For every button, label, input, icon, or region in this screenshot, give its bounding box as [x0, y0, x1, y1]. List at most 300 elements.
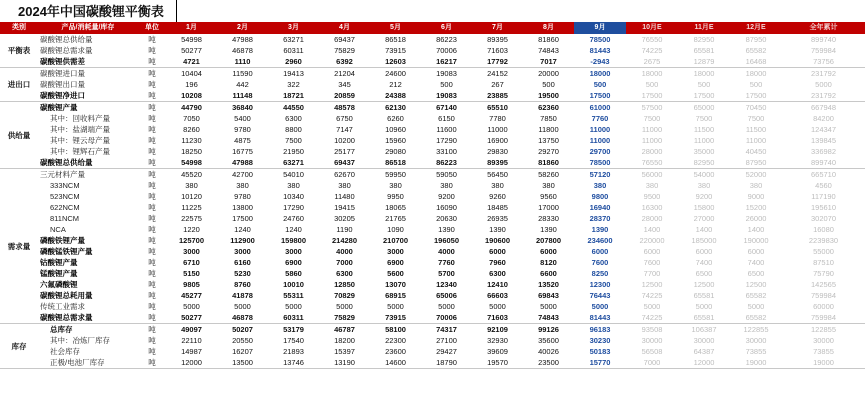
row-unit: 吨: [148, 103, 156, 112]
value-cell: 9000: [747, 192, 765, 201]
value-cell: 11000: [589, 136, 611, 145]
value-cell: 10010: [283, 280, 304, 289]
value-cell: 12500: [745, 280, 767, 289]
value-cell: 11230: [181, 136, 202, 145]
value-cell: 82950: [693, 35, 715, 44]
value-cell: 86223: [436, 35, 457, 44]
value-cell: 12000: [166, 357, 217, 369]
value-cell: 11480: [334, 192, 355, 201]
value-cell: 17500: [678, 90, 730, 102]
value-cell: 57120: [589, 170, 611, 179]
value-cell: 14987: [181, 347, 202, 356]
value-cell: 122855: [743, 325, 769, 334]
value-cell: 1190: [336, 225, 353, 234]
value-cell: 81443: [574, 312, 626, 324]
value-cell: 16900: [487, 136, 508, 145]
value-cell: 19000: [782, 357, 865, 369]
value-cell: 11225: [181, 203, 202, 212]
value-cell: 87510: [813, 258, 834, 267]
row-label: 523NCM: [50, 192, 80, 201]
column-header: 4月: [319, 22, 370, 34]
value-cell: 380: [236, 181, 249, 190]
value-cell: 20630: [436, 214, 457, 223]
value-cell: 26935: [487, 214, 508, 223]
value-cell: 13746: [268, 357, 319, 369]
value-cell: 214280: [331, 236, 358, 245]
value-cell: 5700: [438, 269, 455, 278]
value-cell: 302070: [810, 214, 837, 223]
row-label: 碳酸锂总需求量: [40, 46, 93, 55]
column-header: 全年累计: [782, 22, 865, 34]
value-cell: 142565: [810, 280, 837, 289]
table-row: [0, 68, 865, 80]
value-cell: 27100: [436, 336, 457, 345]
value-cell: 17792: [472, 56, 523, 68]
value-cell: 93508: [641, 325, 663, 334]
value-cell: 19570: [472, 357, 523, 369]
value-cell: 5860: [285, 269, 302, 278]
value-cell: 30230: [589, 336, 611, 345]
value-cell: 17000: [538, 203, 559, 212]
value-cell: 380: [697, 181, 711, 190]
value-cell: 65581: [693, 291, 715, 300]
value-cell: 65000: [693, 103, 715, 112]
value-cell: 7050: [183, 114, 200, 123]
value-cell: 63271: [283, 35, 304, 44]
value-cell: 9950: [387, 192, 404, 201]
value-cell: 11500: [693, 125, 715, 134]
value-cell: 73915: [385, 46, 406, 55]
value-cell: 71603: [487, 46, 508, 55]
row-unit: 吨: [148, 214, 156, 223]
value-cell: 1400: [643, 225, 661, 234]
value-cell: -2943: [574, 56, 626, 68]
value-cell: 33100: [436, 147, 457, 156]
row-unit: 吨: [148, 269, 156, 278]
value-cell: 5000: [540, 302, 557, 311]
value-cell: 54010: [283, 170, 304, 179]
value-cell: 54998: [166, 157, 217, 169]
row-label: 811NCM: [50, 214, 80, 223]
value-cell: 10120: [181, 192, 202, 201]
value-cell: 28330: [538, 214, 559, 223]
table-row: [0, 268, 865, 279]
value-cell: 13070: [385, 280, 406, 289]
title-divider: [176, 0, 177, 22]
value-cell: 112900: [230, 236, 255, 245]
value-cell: 71603: [472, 312, 523, 324]
table-row: [0, 169, 865, 181]
value-cell: 23500: [523, 357, 574, 369]
value-cell: 21765: [385, 214, 406, 223]
value-cell: 759984: [782, 312, 865, 324]
row-unit: 吨: [148, 236, 156, 245]
value-cell: 5000: [643, 302, 661, 311]
value-cell: 49097: [181, 325, 202, 334]
column-header: 1月: [166, 22, 217, 34]
row-label: 碳酸锂供需差: [38, 56, 138, 68]
row-unit: 吨: [148, 203, 156, 212]
value-cell: 65510: [487, 103, 508, 112]
value-cell: 52000: [745, 170, 767, 179]
value-cell: 6600: [540, 269, 557, 278]
value-cell: 267: [491, 80, 504, 89]
value-cell: 39609: [487, 347, 508, 356]
value-cell: 6000: [695, 247, 713, 256]
value-cell: 54000: [693, 170, 715, 179]
value-cell: 7147: [336, 125, 353, 134]
value-cell: 5000: [815, 80, 832, 89]
value-cell: 1400: [747, 225, 765, 234]
value-cell: 380: [542, 181, 555, 190]
value-cell: 30205: [334, 214, 355, 223]
value-cell: 73855: [745, 347, 767, 356]
value-cell: 185000: [691, 236, 717, 245]
value-cell: 65581: [678, 312, 730, 324]
value-cell: 36840: [232, 103, 253, 112]
row-label: 其中：锂辉石产量: [50, 147, 110, 156]
value-cell: 19415: [334, 203, 355, 212]
value-cell: 46878: [232, 46, 253, 55]
value-cell: 62670: [334, 170, 355, 179]
row-unit: 吨: [148, 35, 156, 44]
value-cell: 322: [287, 80, 300, 89]
value-cell: 29427: [436, 347, 457, 356]
value-cell: 11800: [538, 125, 559, 134]
row-unit: 吨: [148, 325, 156, 334]
value-cell: 196: [185, 80, 198, 89]
value-cell: 5000: [695, 302, 713, 311]
value-cell: 28370: [589, 214, 611, 223]
row-label: 碳酸锂净进口: [38, 90, 138, 102]
value-cell: 70450: [745, 103, 767, 112]
value-cell: 28000: [641, 147, 663, 156]
value-cell: 124347: [810, 125, 837, 134]
row-unit: 吨: [148, 181, 156, 190]
value-cell: 35000: [693, 147, 715, 156]
column-header: 12月E: [730, 22, 782, 34]
value-cell: 75829: [319, 312, 370, 324]
value-cell: 69843: [538, 291, 559, 300]
value-cell: 65582: [745, 291, 767, 300]
value-cell: 24388: [370, 90, 421, 102]
row-unit: 吨: [148, 46, 156, 55]
row-unit: 吨: [138, 90, 166, 102]
value-cell: 12879: [678, 56, 730, 68]
value-cell: 60311: [283, 46, 304, 55]
value-cell: 8250: [591, 269, 609, 278]
value-cell: 1390: [489, 225, 506, 234]
value-cell: 55311: [283, 291, 304, 300]
value-cell: 5000: [747, 302, 765, 311]
row-label: 社会库存: [50, 347, 80, 356]
value-cell: 12340: [436, 280, 457, 289]
row-label: 磷酸铁锂产量: [40, 236, 85, 245]
value-cell: 56508: [641, 347, 663, 356]
column-header: 8月: [523, 22, 574, 34]
value-cell: 8760: [234, 280, 251, 289]
row-label: 三元材料产量: [40, 170, 85, 179]
value-cell: 667948: [810, 103, 837, 112]
value-cell: 7500: [285, 136, 302, 145]
value-cell: 61000: [589, 103, 611, 112]
row-label: 其中：锂云母产量: [50, 136, 110, 145]
value-cell: 6000: [591, 247, 609, 256]
value-cell: 10960: [385, 125, 406, 134]
value-cell: 500: [440, 80, 453, 89]
value-cell: 16468: [730, 56, 782, 68]
table-row: [0, 213, 865, 224]
value-cell: 139845: [810, 136, 837, 145]
value-cell: 5000: [489, 302, 506, 311]
value-cell: 58100: [385, 325, 406, 334]
value-cell: 5000: [387, 302, 404, 311]
row-label: 碳酸锂总供给量: [40, 35, 93, 44]
value-cell: 9805: [183, 280, 200, 289]
value-cell: 11500: [745, 125, 767, 134]
row-label: 其中：冶炼厂库存: [50, 336, 110, 345]
value-cell: 5000: [438, 302, 455, 311]
table-row: [0, 324, 865, 336]
value-cell: 6300: [336, 269, 353, 278]
column-header: 类别: [0, 22, 38, 34]
row-unit: 吨: [148, 225, 156, 234]
value-cell: 212: [389, 80, 402, 89]
row-label: 碳酸锂进口量: [40, 69, 85, 78]
value-cell: 18065: [385, 203, 406, 212]
value-cell: 190000: [743, 236, 769, 245]
value-cell: 665710: [810, 170, 837, 179]
value-cell: 45277: [181, 291, 202, 300]
value-cell: 117190: [811, 192, 836, 201]
value-cell: 87950: [730, 157, 782, 169]
value-cell: 6900: [285, 258, 302, 267]
value-cell: 11000: [641, 136, 663, 145]
value-cell: 20550: [232, 336, 253, 345]
value-cell: 6500: [695, 269, 713, 278]
value-cell: 9800: [591, 192, 609, 201]
value-cell: 25177: [334, 147, 355, 156]
value-cell: 1220: [183, 225, 200, 234]
value-cell: 759984: [810, 291, 837, 300]
value-cell: 9560: [540, 192, 557, 201]
value-cell: 12500: [693, 280, 715, 289]
value-cell: 18000: [745, 69, 767, 78]
value-cell: 3000: [183, 247, 200, 256]
value-cell: 29700: [589, 147, 611, 156]
value-cell: 50277: [181, 46, 202, 55]
value-cell: 12850: [334, 280, 355, 289]
value-cell: 16300: [641, 203, 663, 212]
value-cell: 1390: [438, 225, 455, 234]
value-cell: 7760: [438, 258, 455, 267]
value-cell: 500: [697, 80, 711, 89]
value-cell: 106387: [691, 325, 717, 334]
row-label: 碳酸锂总需求量: [38, 312, 138, 324]
value-cell: 4721: [166, 56, 217, 68]
value-cell: 8260: [183, 125, 200, 134]
row-unit: 吨: [148, 136, 156, 145]
value-cell: 231792: [810, 69, 837, 78]
row-label: 正极/电池厂库存: [38, 357, 138, 369]
value-cell: 7017: [523, 56, 574, 68]
row-unit: 吨: [148, 258, 156, 267]
table-row: [0, 79, 865, 90]
value-cell: 22575: [181, 214, 202, 223]
section-category: 平衡表: [0, 34, 38, 68]
column-header: 7月: [472, 22, 523, 34]
value-cell: 48578: [334, 103, 355, 112]
row-unit: 吨: [138, 157, 166, 169]
row-unit: 吨: [148, 147, 156, 156]
value-cell: 18721: [268, 90, 319, 102]
value-cell: 22110: [181, 336, 202, 345]
column-header: 单位: [138, 22, 166, 34]
value-cell: 16080: [813, 225, 834, 234]
value-cell: 4875: [234, 136, 251, 145]
value-cell: 7400: [695, 258, 713, 267]
value-cell: 32930: [487, 336, 508, 345]
value-cell: 74225: [641, 46, 663, 55]
table-row: [0, 113, 865, 124]
value-cell: 10340: [283, 192, 304, 201]
value-cell: 23885: [472, 90, 523, 102]
section-category: 需求量: [0, 169, 38, 324]
value-cell: 6000: [540, 247, 557, 256]
value-cell: 50183: [589, 347, 611, 356]
value-cell: 11600: [436, 125, 457, 134]
column-header: 3月: [268, 22, 319, 34]
row-unit: 吨: [148, 125, 156, 134]
value-cell: 82950: [678, 157, 730, 169]
value-cell: 67140: [436, 103, 457, 112]
value-cell: 60311: [268, 312, 319, 324]
value-cell: 20859: [319, 90, 370, 102]
value-cell: 56450: [487, 170, 508, 179]
value-cell: 46878: [217, 312, 268, 324]
value-cell: 5600: [387, 269, 404, 278]
value-cell: 21950: [283, 147, 304, 156]
value-cell: 220000: [639, 236, 665, 245]
value-cell: 65581: [693, 46, 715, 55]
value-cell: 86518: [385, 35, 406, 44]
value-cell: 18000: [693, 69, 715, 78]
value-cell: 6150: [438, 114, 455, 123]
value-cell: 74225: [626, 312, 678, 324]
row-unit: 吨: [148, 192, 156, 201]
value-cell: 210700: [382, 236, 409, 245]
value-cell: 11000: [745, 136, 767, 145]
column-header: 10月E: [626, 22, 678, 34]
value-cell: 7850: [540, 114, 557, 123]
value-cell: 7000: [626, 357, 678, 369]
row-unit: 吨: [148, 302, 156, 311]
value-cell: 1240: [234, 225, 251, 234]
value-cell: 380: [645, 181, 659, 190]
value-cell: 380: [440, 181, 453, 190]
value-cell: 30000: [745, 336, 767, 345]
value-cell: 10404: [181, 69, 202, 78]
value-cell: 5000: [591, 302, 609, 311]
value-cell: 69437: [319, 157, 370, 169]
value-cell: 159800: [280, 236, 307, 245]
table-row: [0, 34, 865, 45]
value-cell: 17540: [283, 336, 304, 345]
value-cell: 1240: [285, 225, 302, 234]
value-cell: 17500: [626, 90, 678, 102]
value-cell: 15397: [334, 347, 355, 356]
value-cell: 9780: [234, 192, 251, 201]
section-category: 供给量: [0, 102, 38, 169]
value-cell: 16217: [421, 56, 472, 68]
value-cell: 24600: [385, 69, 406, 78]
value-cell: 29270: [538, 147, 559, 156]
column-header: 9月: [574, 22, 626, 34]
value-cell: 5000: [285, 302, 302, 311]
value-cell: 73756: [782, 56, 865, 68]
row-unit: 吨: [148, 347, 156, 356]
value-cell: 13190: [319, 357, 370, 369]
value-cell: 1090: [387, 225, 404, 234]
value-cell: 81443: [589, 46, 611, 55]
value-cell: 1390: [540, 225, 557, 234]
value-cell: 18790: [421, 357, 472, 369]
value-cell: 207800: [535, 236, 562, 245]
table-row: [0, 90, 865, 102]
row-unit: 吨: [138, 56, 166, 68]
table-row: [0, 124, 865, 135]
value-cell: 234600: [587, 236, 613, 245]
value-cell: 9500: [643, 192, 661, 201]
table-row: [0, 346, 865, 357]
value-cell: 7500: [747, 114, 765, 123]
value-cell: 16090: [436, 203, 457, 212]
value-cell: 53179: [283, 325, 304, 334]
value-cell: 11000: [487, 125, 508, 134]
value-cell: 23600: [385, 347, 406, 356]
table-row: [0, 202, 865, 213]
table-row: [0, 246, 865, 257]
table-row: [0, 157, 865, 169]
balance-table: [0, 22, 865, 369]
table-row: [0, 135, 865, 146]
title-text: 2024年中国碳酸锂平衡表: [18, 4, 164, 19]
value-cell: 3000: [285, 247, 302, 256]
value-cell: 18000: [589, 69, 611, 78]
section-category: 库存: [0, 324, 38, 369]
value-cell: 6160: [234, 258, 251, 267]
value-cell: 2675: [626, 56, 678, 68]
value-cell: 380: [749, 181, 763, 190]
value-cell: 5000: [336, 302, 353, 311]
value-cell: 5150: [183, 269, 200, 278]
value-cell: 15960: [385, 136, 406, 145]
value-cell: 59050: [436, 170, 457, 179]
value-cell: 380: [338, 181, 351, 190]
value-cell: 2239830: [808, 236, 839, 245]
value-cell: 87950: [745, 35, 767, 44]
value-cell: 18200: [334, 336, 355, 345]
value-cell: 9260: [489, 192, 506, 201]
page-title: [0, 0, 865, 22]
column-header: 11月E: [678, 22, 730, 34]
value-cell: 81860: [523, 157, 574, 169]
value-cell: 20000: [538, 69, 559, 78]
value-cell: 17500: [730, 90, 782, 102]
value-cell: 89395: [472, 157, 523, 169]
value-cell: 46787: [334, 325, 355, 334]
row-label: 622NCM: [50, 203, 80, 212]
